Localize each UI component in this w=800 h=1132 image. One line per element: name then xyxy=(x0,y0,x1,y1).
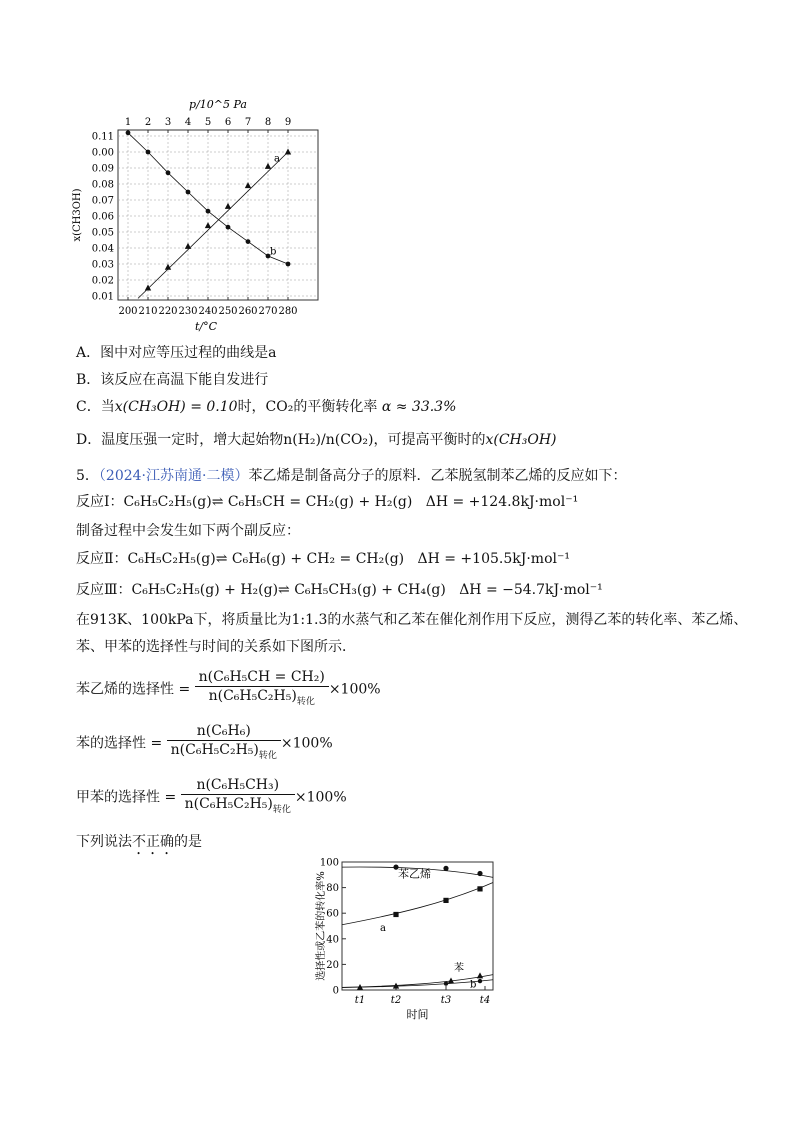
reaction-3-enthalpy: ΔH = −54.7kJ·mol⁻¹ xyxy=(459,582,603,598)
y-tick-label: 0.08 xyxy=(91,179,114,191)
top-tick-label: 3 xyxy=(164,117,172,128)
plot-frame xyxy=(342,862,493,990)
series-a-point xyxy=(145,285,151,291)
y-tick-label: 0.00 xyxy=(91,147,114,159)
y-tick-label: 40 xyxy=(326,934,339,946)
pressure-temperature-chart xyxy=(60,92,330,340)
x-tick-label: 250 xyxy=(218,306,238,317)
toluene-selectivity-formula xyxy=(76,776,347,819)
x-tick-label: 200 xyxy=(118,306,138,317)
reaction-1-enthalpy: ΔH = +124.8kJ·mol⁻¹ xyxy=(425,494,579,510)
y-axis-label: 选择性或乙苯的转化率% xyxy=(316,871,327,981)
series-b-point xyxy=(286,262,291,267)
y-tick-label: 0.04 xyxy=(91,243,114,255)
y-axis-label: x(CH3OH) xyxy=(72,188,83,242)
reaction-2-label: 反应Ⅱ： xyxy=(76,551,128,567)
prompt-post: 的是 xyxy=(174,834,202,850)
x-tick-label: 260 xyxy=(238,306,258,317)
series-a-label: a xyxy=(274,153,280,165)
series-a-point xyxy=(245,182,251,188)
y-tick-label: 0.07 xyxy=(91,195,114,207)
top-tick-label: 1 xyxy=(124,117,132,128)
x-axis-label: 时间 xyxy=(406,1008,429,1021)
benzene-label: 苯 xyxy=(454,962,464,974)
formula-1-tail: ×100% xyxy=(328,681,381,698)
conversion-point xyxy=(443,898,448,903)
formula-2-fraction xyxy=(167,722,281,765)
y-tick-label: 80 xyxy=(326,883,339,895)
top-tick-label: 8 xyxy=(264,117,272,128)
q5-source: （2024·江苏南通·二模） xyxy=(98,468,249,484)
top-tick-label: 7 xyxy=(244,117,252,128)
series-a-line xyxy=(138,152,288,298)
q5-intro xyxy=(76,466,626,486)
option-b: B．该反应在高温下能自发进行 xyxy=(76,372,269,388)
series-b-point xyxy=(166,170,171,175)
reaction-3 xyxy=(76,580,603,600)
formula-2-den-text: n(C₆H₅C₂H₅) xyxy=(170,742,259,758)
series-b-point xyxy=(186,190,191,195)
y-tick-label: 0.02 xyxy=(91,275,114,287)
prompt-emphasis: 不正确 xyxy=(132,834,174,850)
reaction-2-equation: C₆H₅C₂H₅(g)⇌ C₆H₆(g) + CH₂ = CH₂(g) xyxy=(127,551,405,567)
formula-3-denominator xyxy=(181,795,295,819)
formula-3-sub: 转化 xyxy=(272,804,291,815)
formula-1-numerator: n(C₆H₅CH = CH₂) xyxy=(195,668,329,687)
styrene-point xyxy=(477,871,482,876)
y-tick-label: 0.03 xyxy=(91,259,114,271)
formula-2-tail: ×100% xyxy=(280,735,333,752)
series-a-point xyxy=(185,243,191,249)
reaction-1 xyxy=(76,492,578,512)
top-tick-label: 9 xyxy=(284,117,292,128)
x-axis-label: t/°C xyxy=(194,320,218,333)
x-tick-label: 280 xyxy=(278,306,298,317)
formula-1-den-text: n(C₆H₅C₂H₅) xyxy=(208,688,297,704)
series-a-label: a xyxy=(380,923,386,935)
option-c-value: α ≈ 33.3% xyxy=(381,399,457,415)
y-tick-label: 0.09 xyxy=(91,163,114,175)
formula-2-label: 苯的选择性 = xyxy=(76,735,163,752)
x-tick-label: 210 xyxy=(138,306,158,317)
x-tick-label: t2 xyxy=(390,995,402,1006)
formula-2-sub: 转化 xyxy=(258,750,277,761)
x-tick-label: 240 xyxy=(198,306,218,317)
reaction-1-label: 反应Ⅰ： xyxy=(76,494,124,510)
formula-1-denominator xyxy=(195,687,329,711)
option-c-pre: C．当 xyxy=(76,399,115,415)
option-d-pre: D．温度压强一定时，增大起始物 xyxy=(76,432,284,448)
question-prompt xyxy=(76,832,202,858)
formula-3-numerator: n(C₆H₅CH₃) xyxy=(181,776,295,795)
formula-3-den-text: n(C₆H₅C₂H₅) xyxy=(184,796,273,812)
prompt-pre: 下列说法 xyxy=(76,834,132,850)
benzene-point xyxy=(477,972,483,978)
top-tick-label: 4 xyxy=(184,117,192,128)
option-d-mid: ，可提高平衡时的 xyxy=(373,432,486,448)
x-tick-label: 230 xyxy=(178,306,198,317)
styrene-point xyxy=(443,866,448,871)
reaction-1-equation: C₆H₅C₂H₅(g)⇌ C₆H₅CH = CH₂(g) + H₂(g) xyxy=(123,494,413,510)
formula-3-label: 甲苯的选择性 = xyxy=(76,789,177,806)
formula-2-numerator: n(C₆H₆) xyxy=(167,722,281,741)
series-a-point xyxy=(205,222,211,228)
formula-1-fraction xyxy=(195,668,329,711)
reaction-2-enthalpy: ΔH = +105.5kJ·mol⁻¹ xyxy=(417,551,570,567)
option-d-expr: n(H₂)/n(CO₂) xyxy=(283,432,374,448)
q5-intro-text: 苯乙烯是制备高分子的原料．乙苯脱氢制苯乙烯的反应如下： xyxy=(248,468,627,484)
top-tick-label: 6 xyxy=(224,117,232,128)
styrene-label: 苯乙烯 xyxy=(398,867,431,881)
y-tick-label: 100 xyxy=(319,857,339,869)
x-tick-label: t3 xyxy=(440,995,452,1006)
q5-number: 5． xyxy=(76,468,99,484)
series-a-point xyxy=(225,203,231,209)
series-a-point xyxy=(265,163,271,169)
condition-line-1: 在913K、100kPa下，将质量比为1:1.3的水蒸气和乙苯在催化剂作用下反应，测得乙苯的转化率、苯乙烯、 xyxy=(76,612,748,628)
toluene-point xyxy=(444,981,448,985)
y-tick-label: 0.06 xyxy=(91,211,114,223)
series-b-point xyxy=(126,130,131,135)
option-d xyxy=(76,430,557,450)
option-d-end: x(CH₃OH) xyxy=(485,432,557,448)
styrene-selectivity-formula xyxy=(76,668,381,711)
y-tick-label: 20 xyxy=(326,959,339,971)
conversion-point xyxy=(477,886,482,891)
condition-line-2: 苯、甲苯的选择性与时间的关系如下图所示． xyxy=(76,639,356,655)
x-tick-label: 220 xyxy=(158,306,178,317)
series-a-point xyxy=(285,149,291,155)
top-tick-label: 2 xyxy=(144,117,152,128)
series-b-point xyxy=(246,239,251,244)
y-tick-label: 0.01 xyxy=(91,291,114,303)
series-b-point xyxy=(226,225,231,230)
reaction-3-label: 反应Ⅲ： xyxy=(76,582,132,598)
y-tick-label: 0 xyxy=(332,985,339,997)
side-reaction-intro: 制备过程中会发生如下两个副反应： xyxy=(76,523,300,539)
formula-3-fraction xyxy=(181,776,295,819)
reaction-2 xyxy=(76,549,570,569)
series-b-label: b xyxy=(270,246,277,258)
y-tick-label: 0.05 xyxy=(91,227,114,239)
benzene-selectivity-formula xyxy=(76,722,333,765)
formula-1-label: 苯乙烯的选择性 = xyxy=(76,681,191,698)
formula-1-sub: 转化 xyxy=(296,696,315,707)
top-axis-label: p/10^5 Pa xyxy=(189,98,247,111)
toluene-point xyxy=(478,979,482,983)
x-tick-label: t4 xyxy=(479,995,491,1006)
x-tick-label: 270 xyxy=(258,306,278,317)
conversion-curve xyxy=(342,882,493,924)
y-tick-label: 0.11 xyxy=(91,131,114,143)
option-c xyxy=(76,397,456,417)
x-tick-label: t1 xyxy=(354,995,366,1006)
formula-3-tail: ×100% xyxy=(294,789,347,806)
y-tick-label: 60 xyxy=(326,908,339,920)
formula-2-denominator xyxy=(167,741,281,765)
top-tick-label: 5 xyxy=(204,117,212,128)
option-c-expr: x(CH₃OH) = 0.10 xyxy=(114,399,238,415)
selectivity-time-chart xyxy=(300,852,510,1024)
conversion-point xyxy=(393,912,398,917)
series-b-point xyxy=(146,150,151,155)
option-a: A．图中对应等压过程的曲线是a xyxy=(76,345,277,361)
series-b-point xyxy=(206,209,211,214)
reaction-3-equation: C₆H₅C₂H₅(g) + H₂(g)⇌ C₆H₅CH₃(g) + CH₄(g) xyxy=(131,582,446,598)
series-b-label: b xyxy=(470,979,477,991)
option-c-mid: 时，CO₂的平衡转化率 xyxy=(237,399,378,415)
